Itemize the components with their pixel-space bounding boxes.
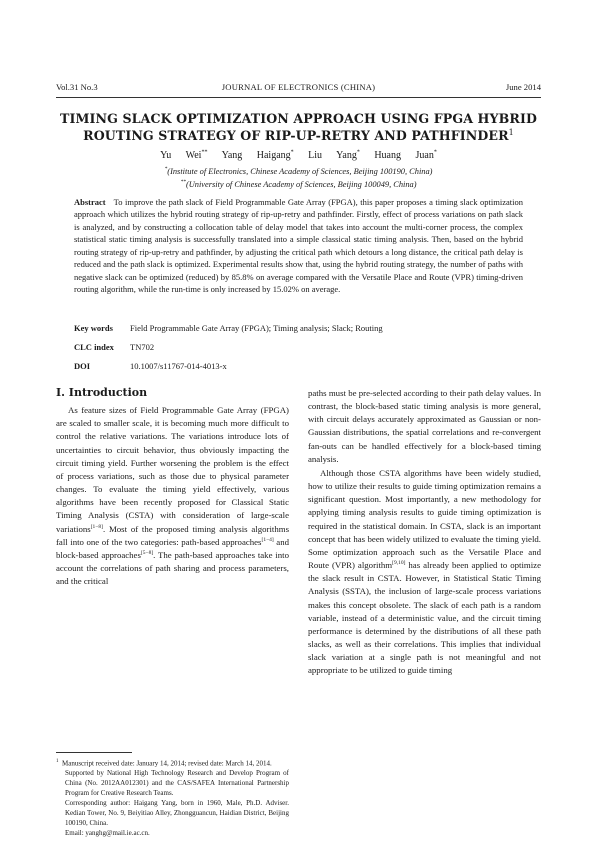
- body-text: and block-based approaches: [56, 536, 289, 560]
- body-paragraph: [56, 404, 289, 588]
- keywords: [74, 323, 523, 333]
- affiliation-mark: **: [180, 179, 186, 185]
- right-column: [308, 387, 541, 677]
- doi-label: DOI: [74, 361, 91, 371]
- title-line-2: [56, 127, 541, 144]
- abstract-label: Abstract: [74, 197, 106, 207]
- author-name: [222, 150, 294, 161]
- footnote-mark: 1: [56, 759, 59, 764]
- affiliation-mark: *: [433, 150, 437, 156]
- body-text: . Most of the proposed timing analysis algorithms fall into one of the two categories: path-based approaches: [56, 523, 289, 547]
- citation: [1−4]: [261, 536, 274, 543]
- author-1: Yu Wei: [160, 150, 202, 162]
- body-text: . The path-based approaches take into account the correlations of path sharing and process parameters, and the critical: [56, 549, 289, 587]
- footnote-text: Manuscript received date: January 14, 2014; revised date: March 14, 2014.: [62, 759, 272, 768]
- body-text: Although those CSTA algorithms have been widely studied, how to utilize their results to guide timing optimization remains a significant question. Most importantly, a new methodology for applying timing analysis results to guide timing optimization is required in the statistical domain. In CSTA, slack is an important concept that has been widely utilized to evaluate the timing yield. Some optimization approach such as the Versatile Place and Route (VPR) algorithm: [308, 467, 541, 571]
- affiliation-mark: *: [290, 150, 294, 156]
- volume-issue: Vol.31 No.3: [56, 82, 98, 92]
- affiliation-text: (Institute of Electronics, Chinese Academy of Sciences, Beijing 100190, China): [167, 166, 433, 176]
- doi-text: 10.1007/s11767-014-4013-x: [130, 361, 227, 371]
- footnote: [56, 757, 289, 838]
- keywords-text: Field Programmable Gate Array (FPGA); Timing analysis; Slack; Routing: [130, 323, 383, 333]
- author-3: Liu Yang: [308, 150, 357, 162]
- affiliation-mark: **: [201, 150, 208, 156]
- running-head: [56, 82, 541, 94]
- footnote-corresponding: Corresponding author: Haigang Yang, born in 1960, Male, Ph.D. Adviser. Kedian Tower, No. 9, Beiyitiao Alley, Zhongguancun, Haidian District, Beijing 100190, China.: [65, 799, 289, 828]
- footnote-rule: [56, 752, 132, 753]
- author-name: [374, 150, 437, 161]
- clc-text: TN702: [130, 342, 155, 352]
- clc-label: CLC index: [74, 342, 114, 352]
- section-heading: I. Introduction: [56, 386, 148, 399]
- left-column: [56, 386, 289, 588]
- journal-name: JOURNAL OF ELECTRONICS (CHINA): [221, 82, 376, 92]
- author-4: Huang Juan: [374, 150, 434, 162]
- author-list: [56, 150, 541, 161]
- abstract-text: To improve the path slack of Field Programmable Gate Array (FPGA), this paper proposes a timing slack optimization approach which utilizes the hybrid routing strategy of rip-up-retry and pathfinder. Firstly, effect of process variations on path slack is analyzed, and by constructing a collocation table of delay model that takes into account the multi-corner process, the complex statistical static timing analysis is successfully translated into a simple classical static timing analysis. Then, based on the hybrid routing strategy of rip-up-retry and pathfinder, by adjusting the critical path which detours a long distance, the critical path delay is reduced and the path slack is optimized. Experimental results show that, using the hybrid routing strategy, the number of paths with negative slack can be optimized (reduced) by 85.8% on average compared with the Versatile Place and Route (VPR) timing-driven routing algorithm, while the run-time is only increased by 15.02% on average.: [74, 197, 523, 295]
- body-paragraph: paths must be pre-selected according to their path delay values. In contrast, the block-based static timing analysis is more general, with circuit delays accurately approximated as Gaussian or non-Gaussian distributions, the spatial correlations and re-convergent fan-outs can be handled effectively for a block-based timing analysis.: [308, 388, 541, 464]
- footnote-received: [56, 757, 289, 768]
- keywords-label: Key words: [74, 323, 113, 333]
- citation: [5−8]: [140, 549, 154, 556]
- title-line-2-text: ROUTING STRATEGY OF RIP-UP-RETRY AND PATHFINDER: [83, 128, 509, 143]
- affiliation-2: [56, 179, 541, 189]
- citation: [9,10]: [392, 560, 406, 567]
- affiliation-mark: *: [356, 150, 360, 156]
- footnote-support: Supported by National High Technology Research and Develop Program of China (No. 2012AA012301) and the CAS/SAFEA International Partnership Program for Creative Research Teams.: [65, 769, 289, 798]
- issue-date: June 2014: [505, 82, 541, 92]
- title-line-1: TIMING SLACK OPTIMIZATION APPROACH USING FPGA HYBRID: [60, 111, 537, 126]
- body-paragraph: [308, 467, 541, 678]
- header-rule: [56, 97, 541, 98]
- author-name: [308, 150, 360, 161]
- author-name: [160, 150, 207, 161]
- affiliation-mark: *: [164, 166, 168, 172]
- body-text: has already been applied to optimize the slack result in CSTA. However, in Statistical Static Timing Analysis (SSTA), the inclusion of large-scale process variations makes this concept obsolete. The slack of each path is a random variable, instead of a deterministic value, and the circuit timing performance is determined by the distributions of all these path slacks, as well as their correlations. This implies that individual slack variation at a single path is not meaningful and not appropriate to be utilized to guide timing: [308, 560, 541, 676]
- paper-title: [56, 110, 541, 144]
- clc-index: [74, 342, 523, 352]
- title-footnote-mark: 1: [508, 127, 514, 137]
- footnote-email: Email: yanghg@mail.ie.ac.cn.: [65, 829, 150, 838]
- doi: [74, 361, 523, 371]
- body-text: As feature sizes of Field Programmable Gate Array (FPGA) are scaled to smaller scale, it is becoming much more difficult to control the relative variations. The variations introduce lots of uncertainties to circuit behavior, thus obviously impacting the circuit timing yield. Further worsening the problem is the effect of process variations, such as those due to physical parameter changes. To evaluate the timing yield effectively, various algorithms have been recently proposed for Classical Static Timing Analysis (CSTA) with consideration of large-scale variations: [56, 405, 289, 534]
- citation: [1−8]: [90, 523, 103, 530]
- affiliation-text: (University of Chinese Academy of Sciences, Beijing 100049, China): [185, 179, 417, 189]
- author-2: Yang Haigang: [221, 150, 291, 162]
- abstract: [74, 196, 523, 296]
- affiliation-1: [56, 166, 541, 176]
